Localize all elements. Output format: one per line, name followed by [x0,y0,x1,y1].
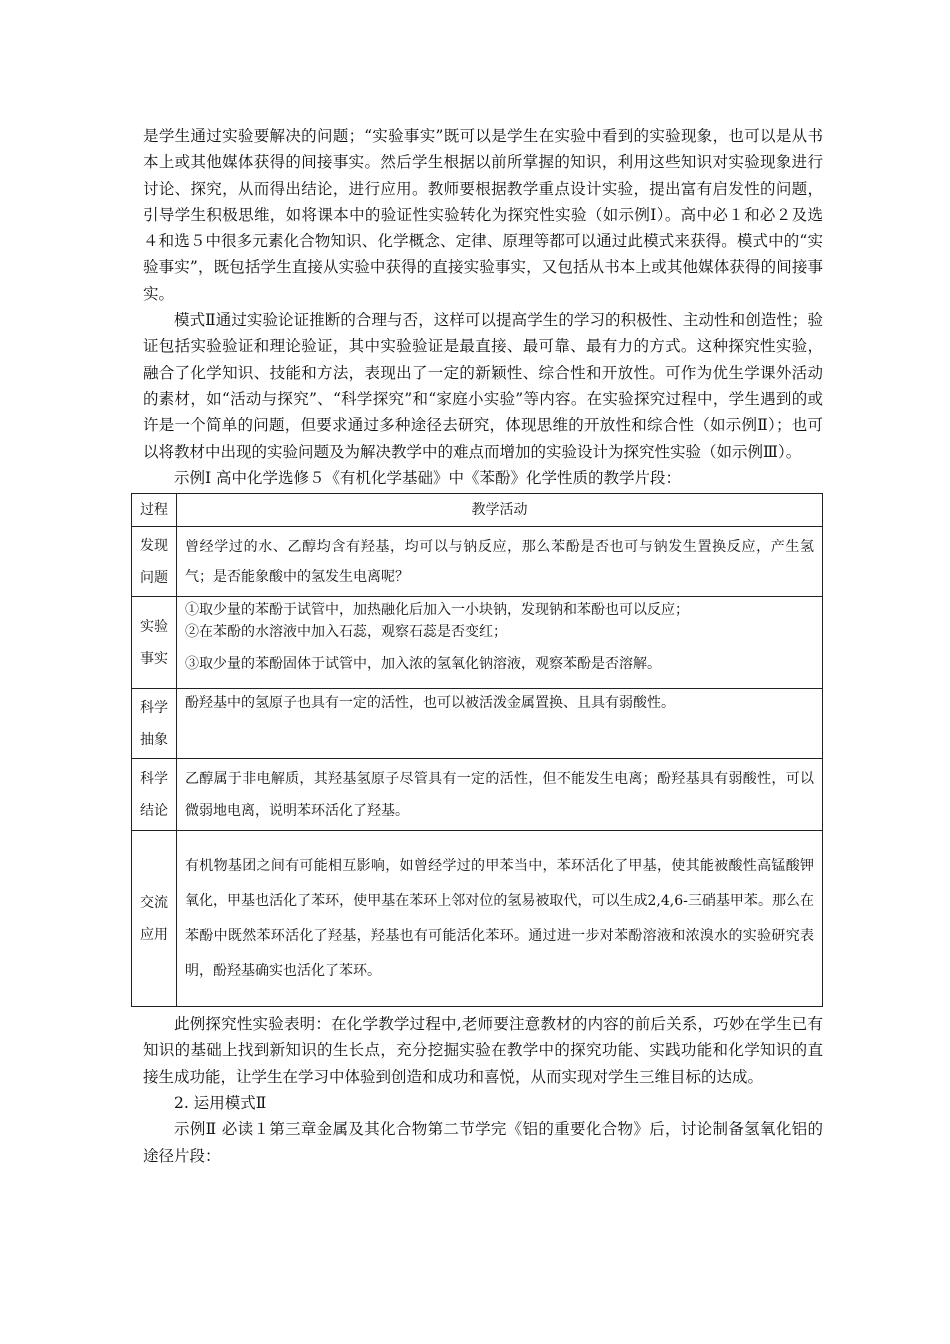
document-page [140,123,823,1169]
row-content: 曾经学过的水、乙醇均含有羟基，均可以与钠反应，那么苯酚是否也可与钠发生置换反应，产生氢气；是否能象酸中的氢发生电离呢？ [177,527,823,597]
row-key: 科学结论 [132,759,177,831]
conclusion-paragraph: 此例探究性实验表明：在化学教学过程中,老师要注意教材的内容的前后关系，巧妙在学生已有知识的基础上找到新知识的生长点，充分挖掘实验在教学中的探究功能、实践功能和化学知识的直接生成功能，让学生在学习中体验到创造和成功和喜悦，从而实现对学生三维目标的达成。 [143,1015,823,1086]
example2-paragraph: 示例Ⅱ 必读１第三章金属及其化合物第二节学完《铝的重要化合物》后，讨论制备氢氧化铝的途径片段： [143,1120,823,1165]
experiment-step-2: ②在苯酚的水溶液中加入石蕊，观察石蕊是否变红； [185,624,507,641]
header-activity: 教学活动 [177,494,823,527]
intro-paragraph: 是学生通过实验要解决的问题；“实验事实”既可以是学生在实验中看到的实验现象，也可以是从书本上或其他媒体获得的间接事实。然后学生根据以前所掌握的知识，利用这些知识对实验现象进行讨论、探究，从而得出结论，进行应用。教师要根据教学重点设计实验，提出富有启发性的问题，引导学生积极思维，如将课本中的验证性实验转化为探究性实验（如示例Ⅰ）。高中必１和必２及选４和选５中很多元素化合物知识、化学概念、定律、原理等都可以通过此模式来获得。模式中的“实验事实”，既包括学生直接从实验中获得的直接实验事实，又包括从书本上或其他媒体获得的间接事实。 [143,127,823,303]
header-process: 过程 [132,494,177,527]
row-key: 交流应用 [132,831,177,1007]
row-content [177,597,823,689]
table-row [132,689,823,759]
row-content: 酚羟基中的氢原子也具有一定的活性，也可以被活泼金属置换、且具有弱酸性。 [177,689,823,759]
teaching-table [131,493,823,1007]
table-header-row [132,494,823,527]
row-key: 发现问题 [132,527,177,597]
row-key: 实验事实 [132,597,177,689]
table-row [132,527,823,597]
experiment-step-3: ③取少量的苯酚固体于试管中，加入浓的氢氧化钠溶液，观察苯酚是否溶解。 [185,656,661,673]
table-row [132,597,823,689]
table-row [132,759,823,831]
row-content: 有机物基团之间有可能相互影响，如曾经学过的甲苯当中，苯环活化了甲基，使其能被酸性高锰酸钾氧化，甲基也活化了苯环，使甲基在苯环上邻对位的氢易被取代，可以生成2,4,6-三硝基甲苯。那么在苯酚中既然苯环活化了羟基，羟基也有可能活化苯环。通过进一步对苯酚溶液和浓溴水的实验研究表明，酚羟基确实也活化了苯环。 [177,831,823,1007]
example1-caption: 示例Ⅰ 高中化学选修５《有机化学基础》中《苯酚》化学性质的教学片段： [174,468,682,487]
table-row [132,831,823,1007]
experiment-step-1: ①取少量的苯酚于试管中，加热融化后加入一小块钠，发现钠和苯酚也可以反应； [185,602,689,619]
row-content: 乙醇属于非电解质，其羟基氢原子尽管具有一定的活性，但不能发生电离；酚羟基具有弱酸性，可以微弱地电离，说明苯环活化了羟基。 [177,759,823,831]
section-heading: 2. 运用模式Ⅱ [174,1094,267,1113]
mode2-paragraph: 模式Ⅱ通过实验论证推断的合理与否，这样可以提高学生的学习的积极性、主动性和创造性；验证包括实验验证和理论验证，其中实验验证是最直接、最可靠、最有力的方式。这种探究性实验，融合了化学知识、技能和方法，表现出了一定的新颖性、综合性和开放性。可作为优生学课外活动的素材，如“活动与探究”、“科学探究”和“家庭小实验”等内容。在实验探究过程中，学生遇到的或许是一个简单的问题，但要求通过多种途径去研究，体现思维的开放性和综合性（如示例Ⅱ）；也可以将教材中出现的实验问题及为解决教学中的难点而增加的实验设计为探究性实验（如示例Ⅲ）。 [143,311,823,461]
row-key: 科学抽象 [132,689,177,759]
